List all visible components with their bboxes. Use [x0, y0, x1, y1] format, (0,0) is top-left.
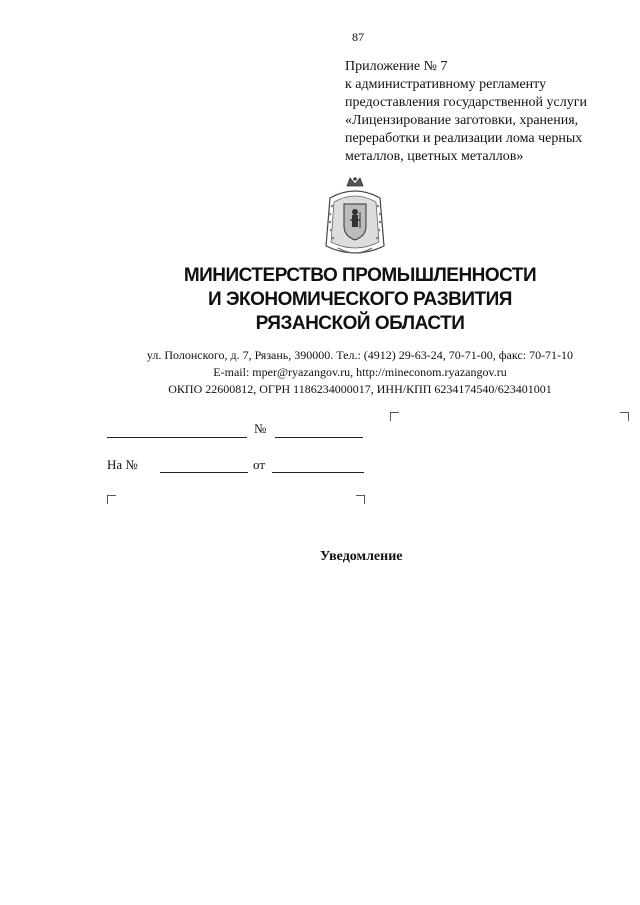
corner-mark [620, 412, 629, 421]
contact-details [110, 347, 610, 398]
outgoing-number-field-line[interactable] [275, 437, 363, 438]
reference-number-label: На № [107, 457, 138, 472]
number-sign-label: № [254, 421, 267, 436]
appendix-line: металлов, цветных металлов» [345, 149, 524, 164]
appendix-line: переработки и реализации лома черных [345, 131, 583, 146]
appendix-line: Приложение № 7 [345, 59, 448, 74]
appendix-line: предоставления государственной услуги [345, 95, 587, 110]
ministry-name [140, 264, 580, 336]
registration-codes-line: ОКПО 22600812, ОГРН 1186234000017, ИНН/КПП 6234174540/623401001 [168, 382, 552, 396]
date-field-line[interactable] [107, 437, 247, 438]
reference-date-label: от [253, 457, 266, 472]
page-number: 87 [352, 30, 364, 44]
reference-date-field-line[interactable] [272, 472, 364, 473]
ministry-name-line: МИНИСТЕРСТВО ПРОМЫШЛЕННОСТИ [183, 265, 537, 286]
appendix-line: к административному регламенту [345, 77, 547, 92]
coat-of-arms-icon [320, 176, 390, 266]
ministry-name-line: И ЭКОНОМИЧЕСКОГО РАЗВИТИЯ [208, 289, 512, 310]
reference-number-field-line[interactable] [160, 472, 248, 473]
notice-title: Уведомление [320, 549, 403, 564]
corner-mark [390, 412, 399, 421]
ministry-name-line: РЯЗАНСКОЙ ОБЛАСТИ [255, 313, 465, 334]
address-line: ул. Полонского, д. 7, Рязань, 390000. Тел.: (4912) 29-63-24, 70-71-00, факс: 70-71-10 [146, 348, 574, 362]
appendix-block [345, 58, 630, 166]
email-web-line: E-mail: mper@ryazangov.ru, http://mineconom.ryazangov.ru [213, 365, 507, 379]
appendix-line: «Лицензирование заготовки, хранения, [345, 113, 579, 128]
corner-mark [107, 495, 116, 504]
corner-mark [356, 495, 365, 504]
